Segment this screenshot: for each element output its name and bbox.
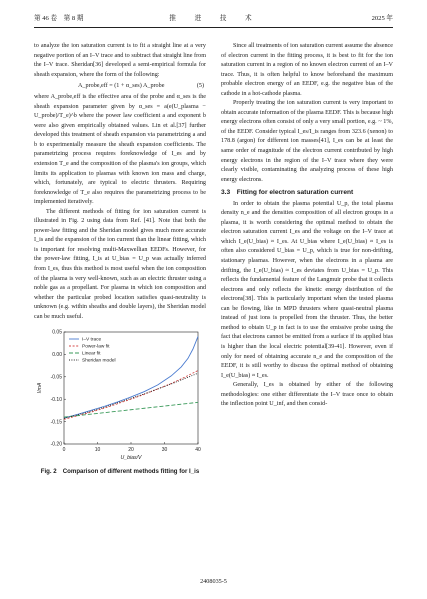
y-tick-label: 0.00: [52, 352, 62, 359]
x-axis-label: U_bias/V: [120, 455, 142, 462]
x-tick-label: 20: [128, 447, 134, 454]
paragraph: Properly treating the ion saturation current is very important to obtain accurate information of the plasma EEDF. This is because high energy electrons often consist of only a very small portion, e.g. ~ 1%, of the EEDF. Consider typical I_es/I_is ranges from 323.6 (xenon) to 178.8 (argon) for different ion masses[41], I_es can be at least the same order of magnitude of the electron current contributed by high energy electrons in the region of the I–V trace where they were clearly visible, contaminating the analyzing process of these high energy electrons.: [221, 100, 393, 183]
x-tick-label: 0: [62, 447, 66, 454]
figure-caption: Fig. 2 Comparison of different methods fitting for I_is: [40, 468, 200, 476]
legend-label: Linear fit: [82, 352, 101, 358]
paragraph: where A_probe,eff is the effective area of the probe and α_ses is the sheath expansion parameter given by α_ses = a(e(U_plasma − U_probe)/T_e)^b where the power law coefficient a and exponent b were also given empirically obtained values. Lin et al.[37] further developed this treatment of sheath expansion via parametrizing a and b to experimentally measure the sheath expansion coefficients. The parametrizing process requires foreknowledge of I_es and by extension T_e and the composition of the plasma's ion groups, which limits its application to plasmas with known ion mass and charge, which, fortunately, are typical to electric thrusters. Requiring foreknowledge of T_e also requires the parametrizing process to be implemented iteratively.: [34, 94, 206, 206]
y-tick-label: -0.10: [50, 397, 62, 404]
y-tick-label: -0.20: [50, 442, 62, 449]
x-tick-label: 30: [161, 447, 168, 454]
legend-label: I–V trace: [82, 338, 102, 344]
paragraph: Since all treatments of ion saturation current assume the absence of electron current in the fitting process, it is best to fit for the ion saturation current in a region of no known electron current of an I–V trace. Thus, it is often helpful to know beforehand the maximum probable electron energy of an EEDF, e.g. the negative bias of the cathode in a hot-cathode plasma.: [221, 43, 393, 97]
series-line: [64, 403, 198, 418]
paragraph: The different methods of fitting for ion saturation current is illustrated in Fig. 2 using data from Ref. [41]. Note that both the power-law fitting and the Sheridan model gives much more accurate I_is and the expansion of the ion current than the linear fitting, which is important for resolving multi-Maxwellian EEDFs. However, for the power-law fitting, I_is at U_bias = U_p was actually inferred from I_es, thus this method is most useful when the ion composition of the plasma is very well-known, such as an electric thruster using a noble gas as a propellant. For plasma in which ion composition and whether the particular probed location satisfies quasi-neutrality is unknown (e.g. within sheaths and double layers), the Sheridan model can be much useful.: [34, 208, 206, 320]
journal-name: 推 进 技 术: [169, 15, 258, 22]
paragraph: Generally, I_es is obtained by either of the following methodologies: one either differentiate the I–V trace once to obtain the inflection point U_inf, and then consid-: [221, 382, 393, 408]
page-number: 2408035-5: [200, 578, 227, 585]
y-tick-label: 0.05: [52, 330, 62, 337]
volume-issue: 第 46 卷 第 8 期: [34, 15, 84, 22]
left-column: [34, 42, 206, 477]
right-column: [221, 42, 393, 410]
figure-2: [34, 326, 206, 465]
fitting-comparison-chart: [34, 326, 206, 465]
running-header: [34, 12, 393, 26]
y-axis-label: I/mA: [37, 382, 43, 394]
y-tick-label: -0.05: [50, 374, 62, 381]
x-tick-label: 10: [94, 447, 101, 454]
section-heading: 3.3 Fitting for electron saturation current: [221, 189, 354, 197]
legend-label: Sheridan model: [82, 359, 116, 365]
year: 2025 年: [371, 15, 393, 22]
paragraph: to analyze the ion saturation current is to fit a straight line at a very negative portion of an I–V trace and to subtract that straight line from the I–V trace. Sheridan[36] developed a semi-empirical formula for sheath expansion, where the form of the following:: [34, 43, 206, 78]
x-tick-label: 40: [195, 447, 201, 454]
paragraph: In order to obtain the plasma potential U_p, the total plasma density n_e and the densities composition of all electron groups in a plasma, it is worth considering the optimal method to obtain the electron saturation current I_es and the voltage on the I–V trace at which I_e(U_bias) ≈ I_es. At U_bias where I_e(U_bias) ≈ I_es is often also considered U_bias = U_p, which is true for non-drifting, stationary plasmas. However, when the electrons in a plasma are drifting, the I_e(U_bias) ≈ I_es deviates from U_bias = U_p. This reflects the fundamental feature of the Langmuir probe that it collects electrons and only reflects the kinetic energy distribution of the electrons[38]. This is particularly important when the tested plasma can be flowing, like in MPD thrusters where quasi-neutral plasma instead of just ions is propelled from the thruster. Thus, the better method to obtain U_p in fact is to use the emissive probe using the fact that electrons cannot be emitted from a surface if its applied bias is higher than the local electric potential[39-41]. However, even if only for need of obtaining accurate n_e and the composition of the EEDF, it is still worthy to discuss the optimal method of obtaining I_e(U_bias) ≈ I_es.: [221, 200, 393, 379]
legend-label: Power-law fit: [82, 345, 110, 351]
header-rule: [34, 27, 393, 28]
equation-number: (5): [196, 83, 204, 90]
equation-body: A_probe,eff = (1 + α_ses) A_probe: [78, 83, 165, 90]
y-tick-label: -0.15: [50, 419, 62, 426]
equation-5: [34, 82, 206, 92]
